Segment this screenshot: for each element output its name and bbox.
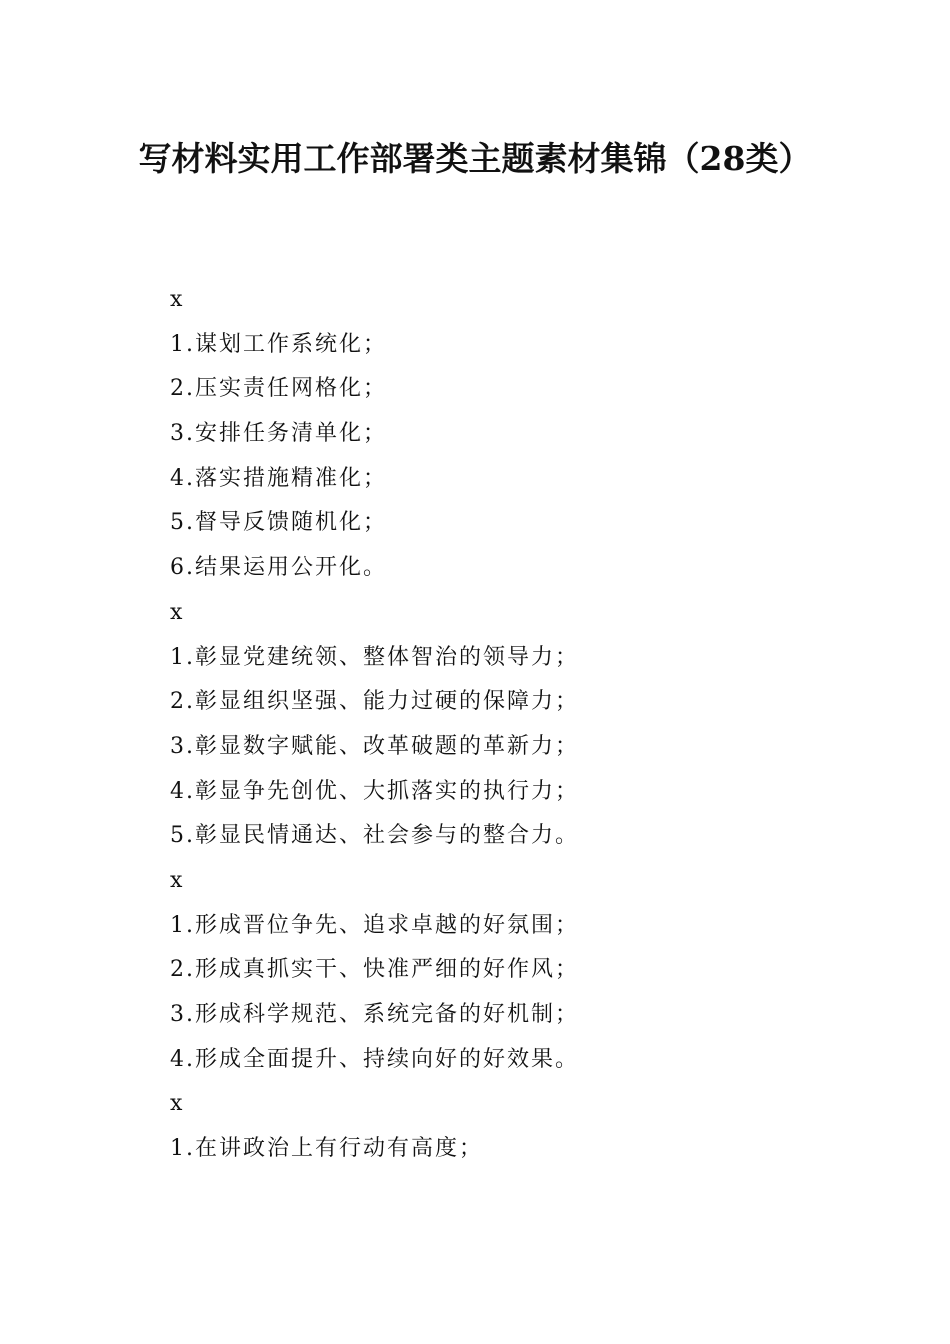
- list-item: 2.压实责任网格化；: [170, 376, 387, 402]
- list-item: 2.形成真抓实干、快准严细的好作风；: [170, 957, 579, 983]
- list-item: 5.彰显民情通达、社会参与的整合力。: [170, 823, 579, 849]
- list-item: 4.彰显争先创优、大抓落实的执行力；: [170, 778, 579, 804]
- section-marker: x: [170, 1091, 183, 1117]
- document-title: 写材料实用工作部署类主题素材集锦（28类）: [138, 139, 812, 178]
- list-item: 4.落实措施精准化；: [170, 465, 387, 491]
- section-marker: x: [170, 599, 183, 625]
- list-item: 2.彰显组织坚强、能力过硬的保障力；: [170, 689, 579, 715]
- list-item: 3.形成科学规范、系统完备的好机制；: [170, 1002, 579, 1027]
- list-item: 1.谋划工作系统化；: [170, 331, 387, 357]
- list-item: 1.在讲政治上有行动有高度；: [170, 1136, 483, 1162]
- document-body: [170, 278, 870, 1172]
- list-item: 5.督导反馈随机化；: [170, 510, 387, 536]
- section-marker: x: [170, 287, 183, 312]
- list-item: 3.安排任务清单化；: [170, 421, 387, 447]
- list-item: 6.结果运用公开化。: [170, 555, 387, 581]
- list-item: 3.彰显数字赋能、改革破题的革新力；: [170, 733, 579, 759]
- list-item: 4.形成全面提升、持续向好的好效果。: [170, 1046, 579, 1072]
- list-item: 1.彰显党建统领、整体智治的领导力；: [170, 644, 579, 670]
- list-item: 1.形成晋位争先、追求卓越的好氛围；: [170, 912, 579, 938]
- section-marker: x: [170, 867, 183, 893]
